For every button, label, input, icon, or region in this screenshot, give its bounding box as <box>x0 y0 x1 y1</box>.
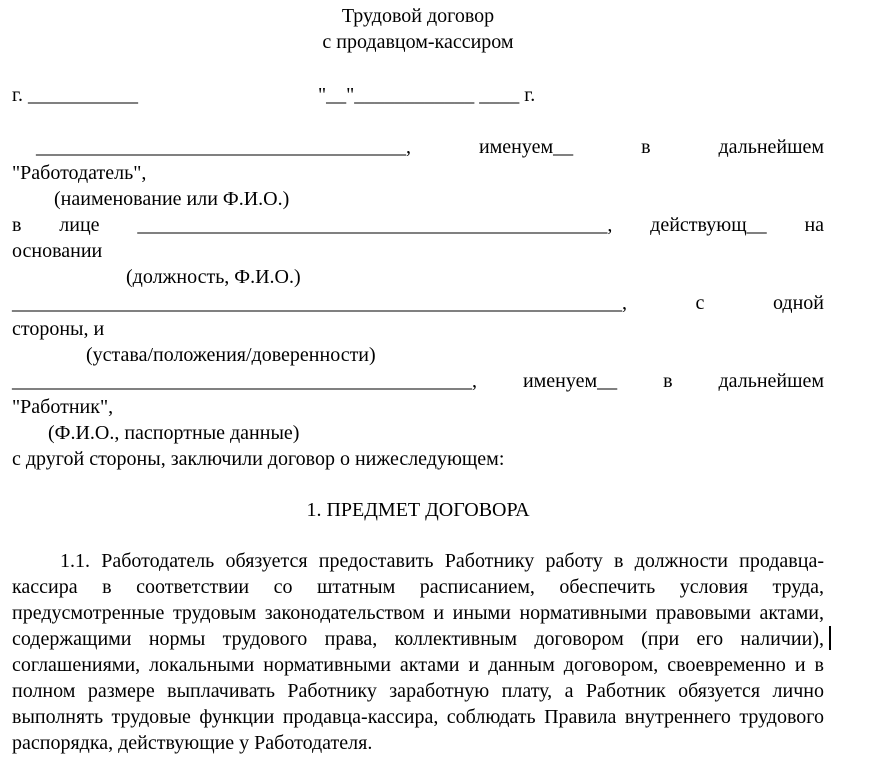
document-title: Трудовой договор <box>341 5 495 27</box>
basis-with: с <box>695 292 705 314</box>
employer-line <box>12 134 824 160</box>
representative-acting: действующ__ <box>650 214 767 236</box>
representative-on: на <box>804 214 825 236</box>
representative-basis: основании <box>12 240 103 262</box>
employer-role: "Работодатель", <box>12 162 147 184</box>
employee-in: в <box>663 370 673 392</box>
basis-one: одной <box>772 292 824 314</box>
representative-caption: (должность, Ф.И.О.) <box>126 266 301 288</box>
representative-line <box>12 212 824 238</box>
employer-further: дальнейшем <box>718 136 825 158</box>
clause-1-1: 1.1. Работодатель обязуется предоставить Работнику работу в должности продавца-кассира в соответствии со штатным расписанием, обеспечить условия труда, предусмотренные трудовым законодательством и иными нормативными правовыми актами, содержащими нормы трудового права, коллективным договором (при его наличии), соглашениями, локальными нормативными актами и данным договором, своевременно и в полном размере выплачивать Работнику заработную плату, а Работник обязуется лично выполнять трудовые функции продавца-кассира, соблюдать Правила внутреннего трудового распорядка, действующие у Работодателя. <box>12 550 824 754</box>
concluded-line: с другой стороны, заключили договор о нижеследующем: <box>12 448 505 470</box>
representative-person: лице <box>59 214 100 236</box>
employee-line <box>12 368 824 394</box>
employee-named: именуем__ <box>522 370 618 392</box>
document-subtitle: с продавцом-кассиром <box>322 31 514 53</box>
employer-caption: (наименование или Ф.И.О.) <box>54 188 290 210</box>
basis-line <box>12 290 824 316</box>
place-date-line: г. ___________ "__"____________ ____ г. <box>12 84 536 106</box>
employer-named: именуем__ <box>478 136 574 158</box>
basis-blank: _____________________________________________________________, <box>12 292 627 314</box>
employer-name-blank: _____________________________________, <box>36 136 411 158</box>
section-1-title: 1. ПРЕДМЕТ ДОГОВОРА <box>306 499 530 521</box>
employee-further: дальнейшем <box>718 370 825 392</box>
representative-blank: _______________________________________________, <box>137 214 613 236</box>
employer-in: в <box>641 136 651 158</box>
representative-in: в <box>12 214 22 236</box>
text-cursor <box>829 626 831 650</box>
basis-caption: (устава/положения/доверенности) <box>86 344 376 366</box>
employee-role: "Работник", <box>12 396 114 418</box>
employee-caption: (Ф.И.О., паспортные данные) <box>48 422 300 444</box>
basis-side: стороны, и <box>12 318 105 340</box>
employee-name-blank: ______________________________________________, <box>12 370 477 392</box>
